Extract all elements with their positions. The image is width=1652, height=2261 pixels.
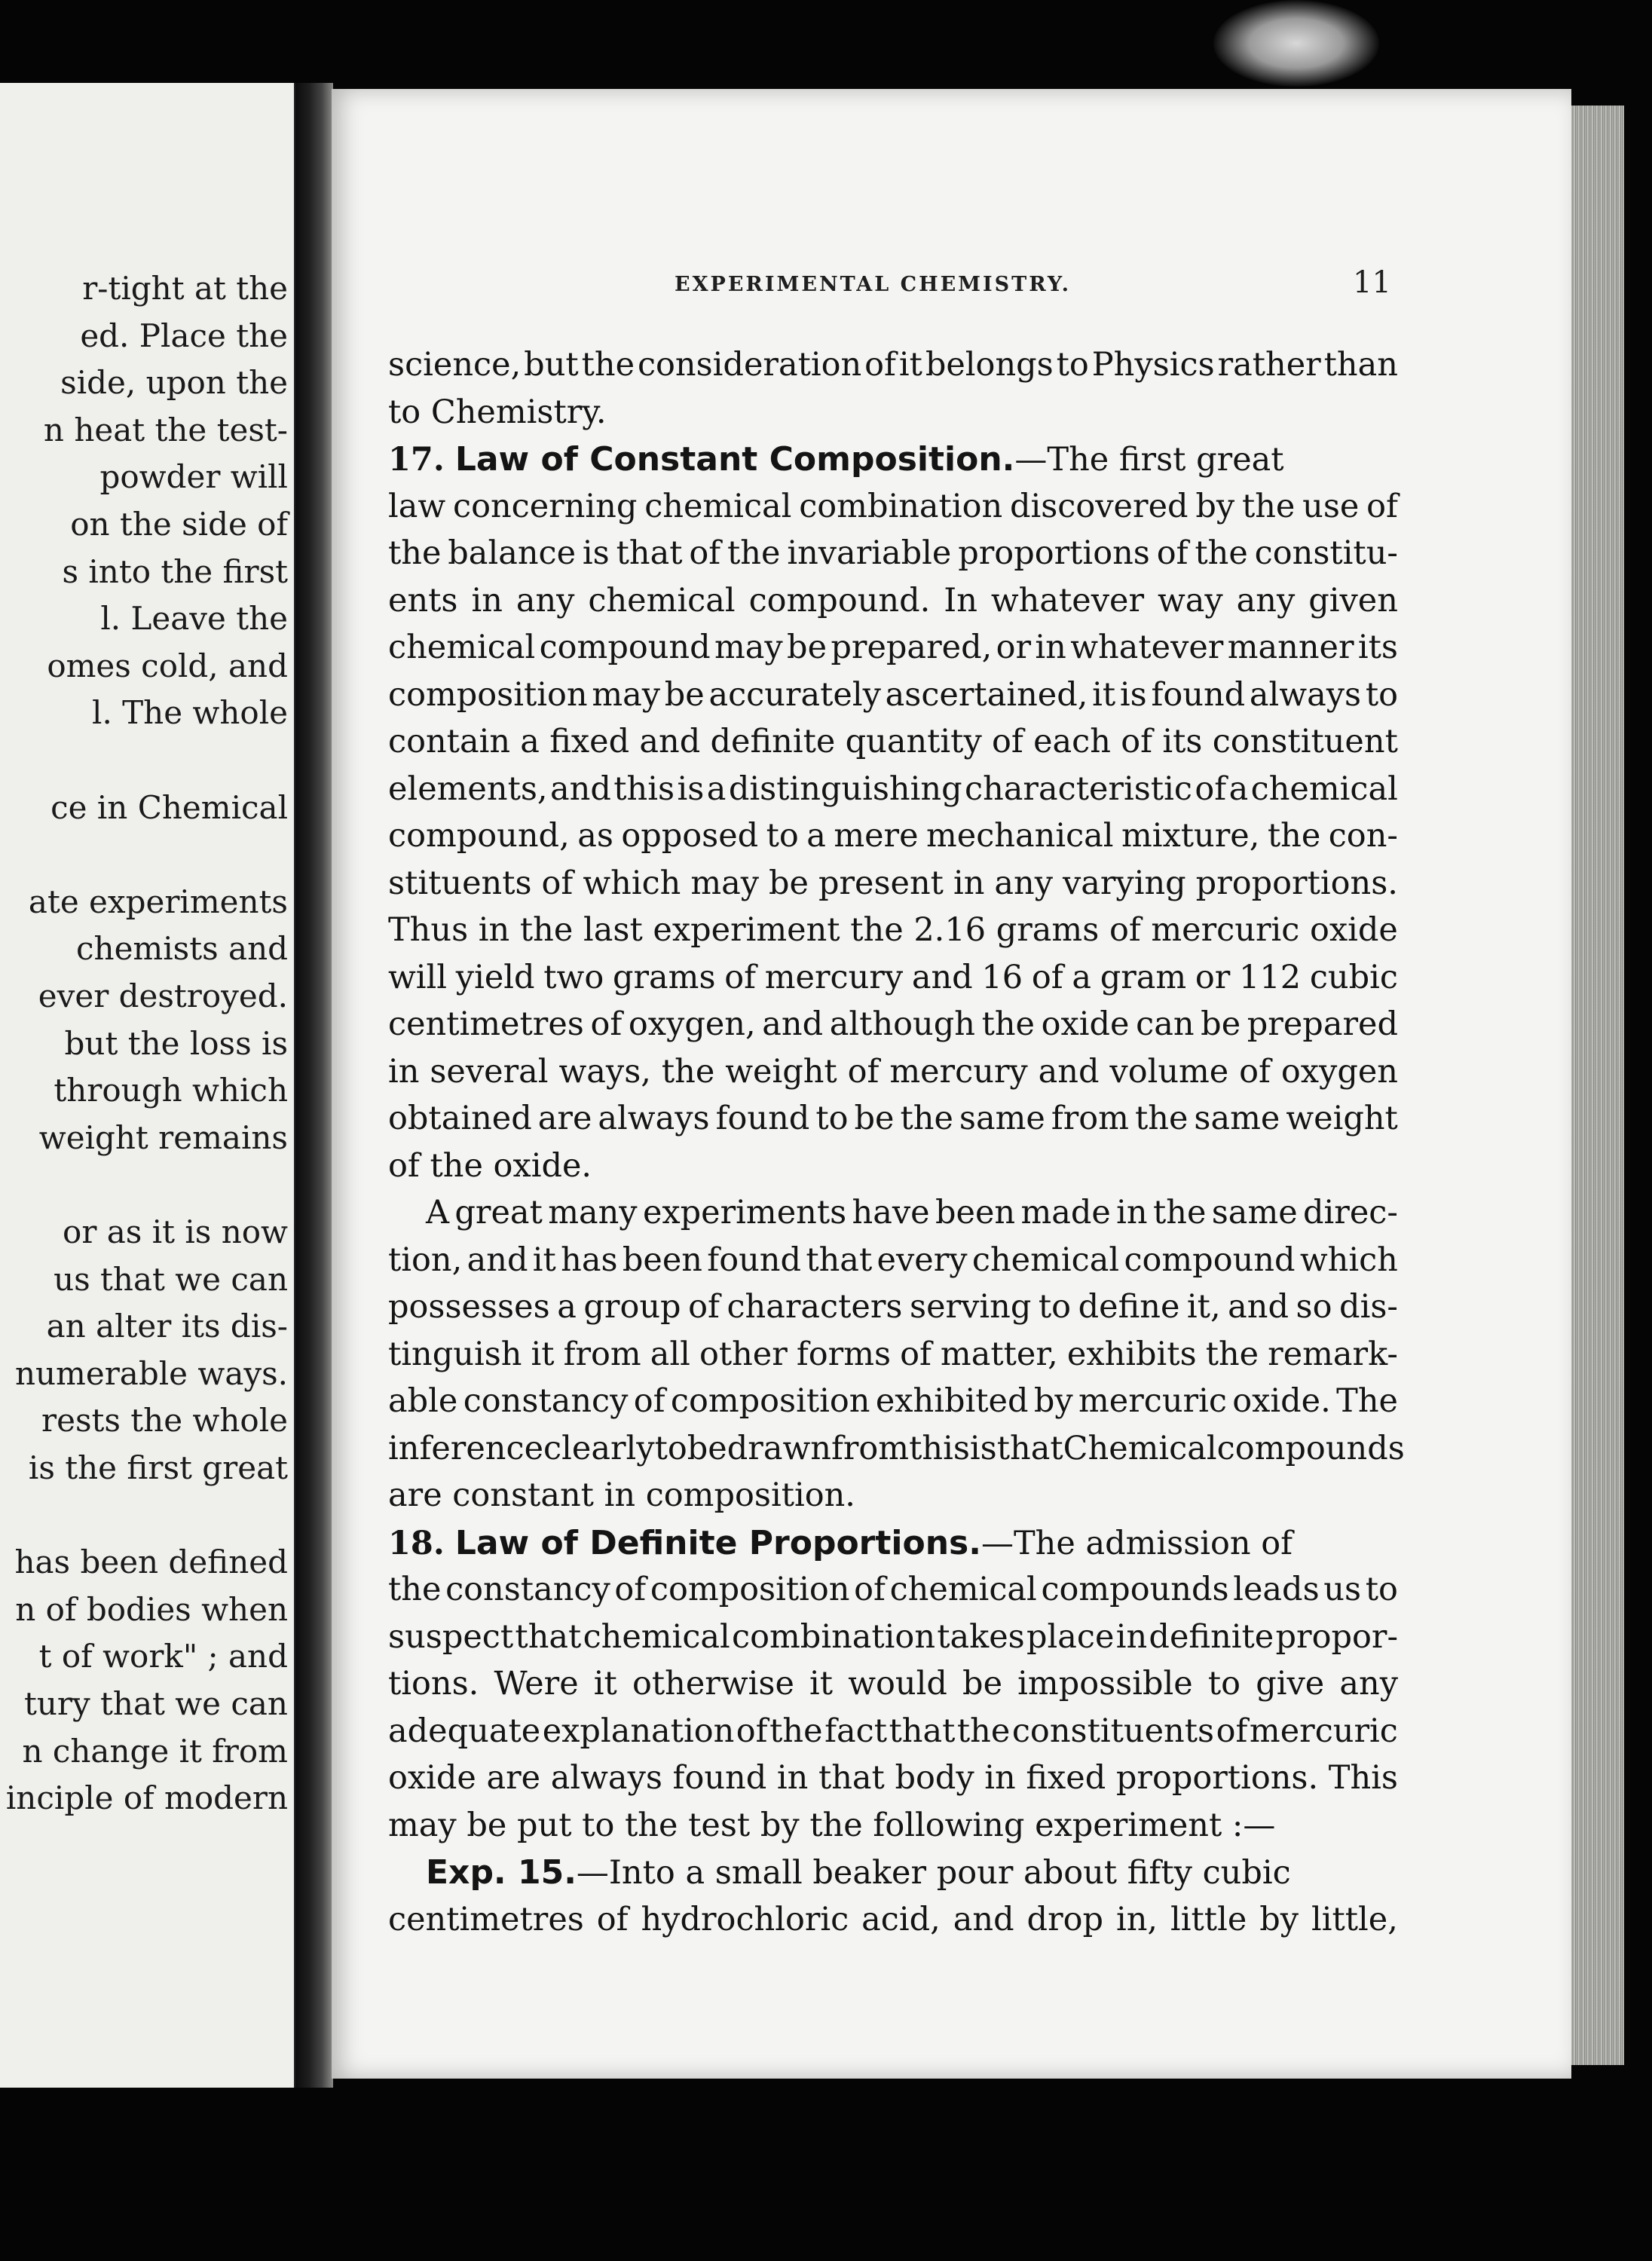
left-page-line: has been defined <box>14 1544 288 1581</box>
left-page-line: omes cold, and <box>47 647 288 684</box>
body-text-line: in several ways, the weight of mercury and volume of oxygen <box>388 1052 1398 1091</box>
body-text-line: will yield two grams of mercury and 16 of a gram or 112 cubic <box>388 958 1398 996</box>
body-text-line: composition may be accurately ascertained, it is found always to <box>388 675 1398 714</box>
body-text-line: Thus in the last experiment the 2.16 grams of mercuric oxide <box>388 911 1398 949</box>
body-text-line: science, but the consideration of it belongs to Physics rather than <box>388 346 1398 384</box>
left-page-line: through which <box>54 1072 288 1109</box>
left-page-line: ce in Chemical <box>50 788 288 826</box>
section-text: —Into a small beaker pour about fifty cubic <box>576 1854 1291 1892</box>
left-page-line: n change it from <box>22 1732 288 1770</box>
body-text-line: oxide are always found in that body in fixed proportions. This <box>388 1759 1398 1797</box>
paper-stain <box>1213 0 1379 87</box>
section-heading-line <box>388 440 1398 488</box>
body-text-line: contain a fixed and definite quantity of each of its constituent <box>388 723 1398 760</box>
page-number: 11 <box>1353 265 1391 300</box>
body-text-line: the balance is that of the invariable proportions of the constitu- <box>388 534 1398 572</box>
body-text-line: law concerning chemical combination discovered by the use of <box>388 487 1398 525</box>
section-number: 18. <box>388 1524 445 1562</box>
left-page-line: us that we can <box>54 1260 288 1298</box>
section-number: 17. <box>388 441 445 479</box>
body-text-line: are constant in composition. <box>388 1476 855 1514</box>
body-text-line: tinguish it from all other forms of matter, exhibits the remark- <box>388 1335 1398 1373</box>
section-text: —The admission of <box>980 1524 1293 1562</box>
body-text-line: obtained are always found to be the same from the same weight <box>388 1100 1398 1137</box>
section-text: —The first great <box>1014 441 1284 479</box>
body-text-line: ents in any chemical compound. In whatever way any given <box>388 581 1398 620</box>
section-title: Exp. 15. <box>426 1853 577 1892</box>
section-title: Law of Definite Proportions. <box>454 1523 981 1562</box>
left-page-line: n of bodies when <box>15 1590 288 1628</box>
left-page-line: on the side of <box>70 506 288 543</box>
left-page-line: tury that we can <box>23 1685 288 1722</box>
body-text-line: to Chemistry. <box>388 393 607 431</box>
left-page-line: l. Leave the <box>100 600 288 638</box>
left-page-line: n heat the test- <box>43 411 288 448</box>
left-page-line: ate experiments <box>28 883 288 920</box>
left-page-line: t of work" ; and <box>38 1638 288 1675</box>
body-text-line: may be put to the test by the following experiment :— <box>388 1806 1276 1844</box>
body-text-line: elements, and this is a distinguishing characteristic of a chemical <box>388 769 1398 808</box>
body-text-line: centimetres of oxygen, and although the oxide can be prepared <box>388 1005 1398 1043</box>
body-text-line: compound, as opposed to a mere mechanical mixture, the con- <box>388 817 1398 855</box>
book-gutter <box>295 83 333 2088</box>
left-page-line: s into the first <box>62 552 288 590</box>
left-page-line: side, upon the <box>60 364 288 402</box>
left-page-line: rests the whole <box>41 1402 288 1440</box>
body-text-line: able constancy of composition exhibited by mercuric oxide. The <box>388 1382 1398 1420</box>
left-page-line: l. The whole <box>92 694 288 732</box>
left-page-line: or as it is now <box>63 1213 288 1250</box>
left-page <box>0 83 297 2088</box>
left-page-line: weight remains <box>38 1118 288 1156</box>
body-text-line: chemical compound may be prepared, or in whatever manner its <box>388 629 1398 666</box>
left-page-line: inciple of modern <box>5 1779 288 1817</box>
left-page-line: but the loss is <box>64 1024 288 1062</box>
left-page-line: numerable ways. <box>14 1354 288 1392</box>
section-heading-line <box>388 1853 1398 1902</box>
left-page-line: r-tight at the <box>82 270 288 307</box>
page-edges <box>1571 106 1624 2065</box>
body-text-line: the constancy of composition of chemical compounds leads us to <box>388 1571 1398 1608</box>
body-text-line: stituents of which may be present in any varying proportions. <box>388 864 1398 902</box>
left-page-line: is the first great <box>28 1449 288 1486</box>
left-page-line: an alter its dis- <box>46 1308 288 1345</box>
body-text-line: A great many experiments have been made in the same direc- <box>426 1194 1398 1231</box>
body-text-line: of the oxide. <box>388 1146 592 1185</box>
left-page-line: chemists and <box>76 930 288 968</box>
body-text-line: adequate explanation of the fact that the constituents of mercuric <box>388 1712 1398 1750</box>
body-text-line: inference clearly to be drawn from this is that Chemical compounds <box>388 1429 1405 1467</box>
body-text-line: centimetres of hydrochloric acid, and drop in, little by little, <box>388 1900 1398 1938</box>
body-text-line: tion, and it has been found that every chemical compound which <box>388 1241 1398 1279</box>
body-text-line: suspect that chemical combination takes place in definite propor- <box>388 1617 1398 1656</box>
body-text-line: possesses a group of characters serving to define it, and so dis- <box>388 1288 1398 1326</box>
left-page-line: ed. Place the <box>80 317 288 354</box>
section-heading-line <box>388 1523 1398 1572</box>
left-page-line: powder will <box>99 458 288 496</box>
section-title: Law of Constant Composition. <box>454 440 1015 479</box>
left-page-line: ever destroyed. <box>38 978 288 1014</box>
running-head: EXPERIMENTAL CHEMISTRY. <box>675 273 1072 296</box>
body-text-line: tions. Were it otherwise it would be impossible to give any <box>388 1665 1398 1703</box>
